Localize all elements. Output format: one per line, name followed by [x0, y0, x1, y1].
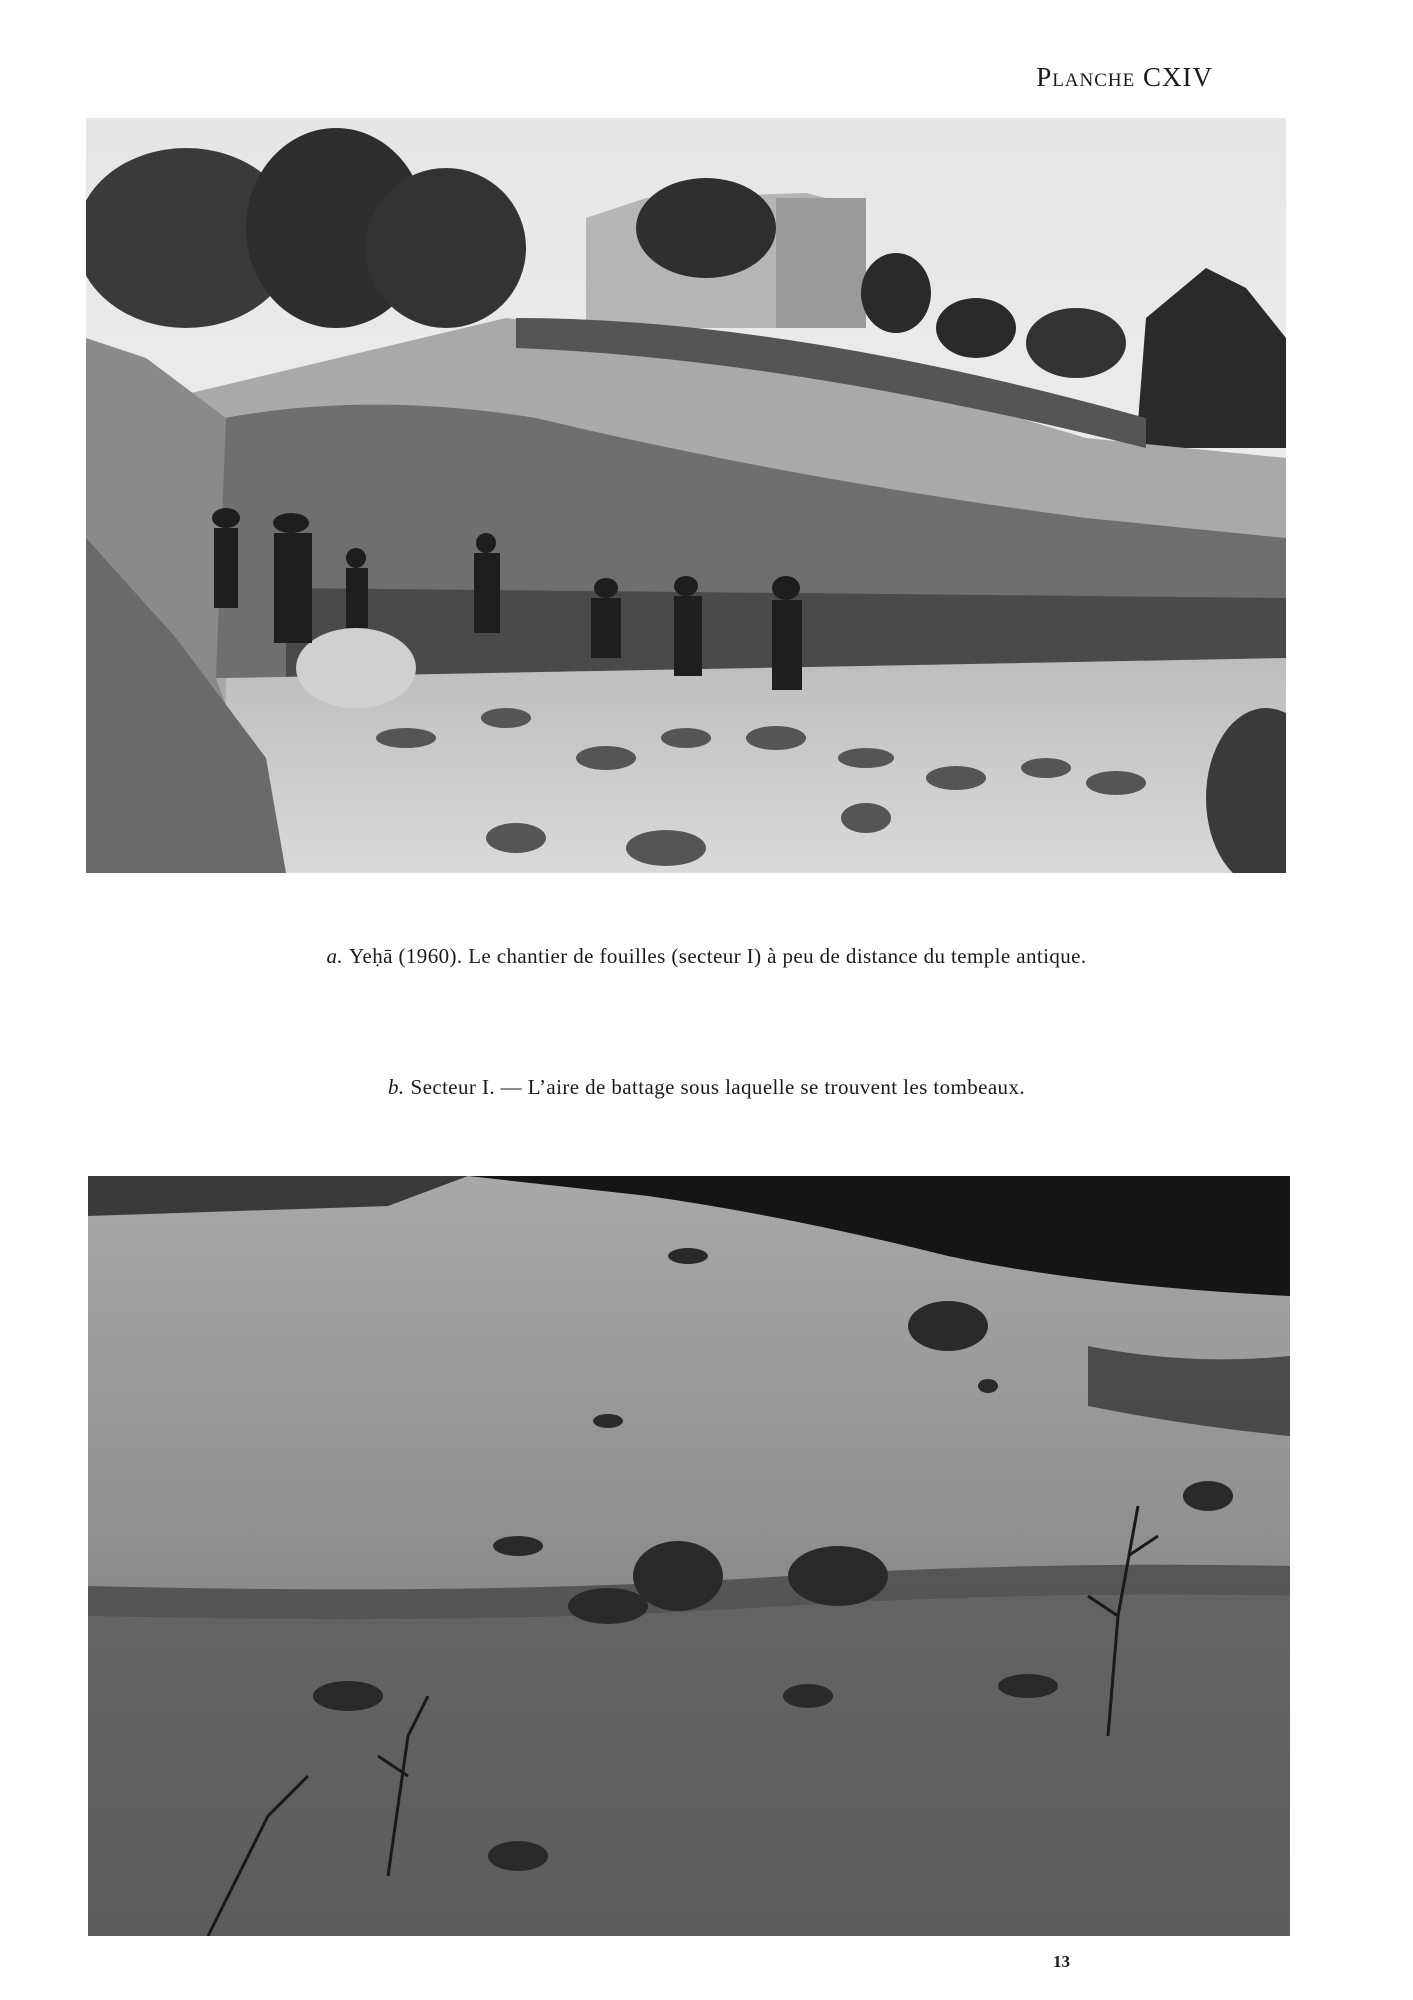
photo-threshing-floor	[88, 1176, 1290, 1936]
plate-title: Planche CXIV	[1036, 62, 1213, 92]
caption-b-label: b.	[387, 1075, 405, 1099]
caption-a-text: Yeḥā (1960). Le chantier de fouilles (secteur I) à peu de distance du temple antique.	[349, 944, 1087, 968]
caption-b	[0, 1075, 1413, 1100]
caption-a-label: a.	[326, 944, 344, 968]
caption-a	[0, 944, 1413, 969]
photo-excavation-site	[86, 118, 1286, 873]
caption-b-text: Secteur I. — L’aire de battage sous laquelle se trouvent les tombeaux.	[410, 1075, 1025, 1099]
page-number: 13	[1053, 1952, 1070, 1971]
